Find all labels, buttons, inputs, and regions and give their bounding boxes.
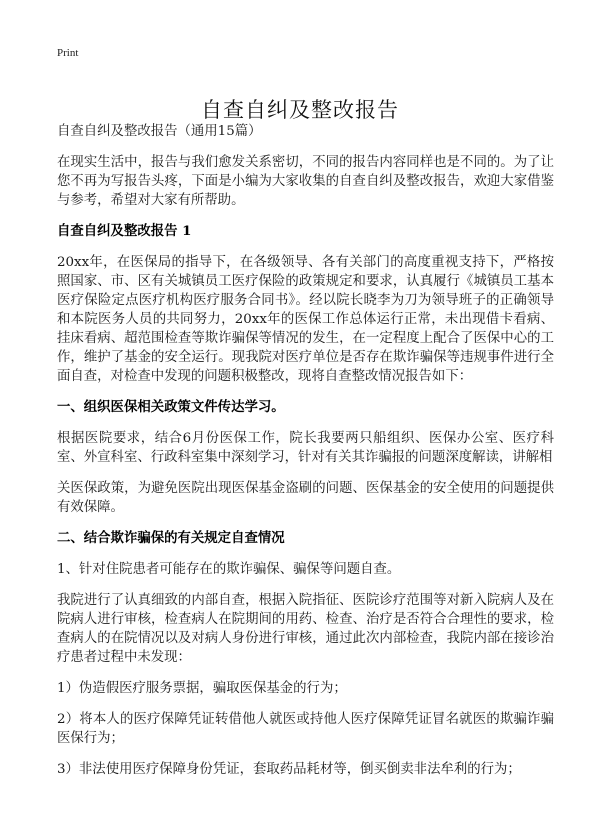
heading-policy-study: 一、组织医保相关政策文件传达学习。 bbox=[57, 399, 285, 415]
list-item: 3）非法使用医疗保障身份凭证，套取药品耗材等，倒买倒卖非法牟利的行为； bbox=[57, 762, 521, 777]
intro-paragraph: 在现实生活中，报告与我们愈发关系密切，不同的报告内容同样也是不同的。为了让您不再为写报告头疼，下面是小编为大家收集的自查自纠及整改报告，欢迎大家借鉴与参考，希望对大家有所帮助。 bbox=[57, 155, 554, 208]
heading-self-check: 二、结合欺诈骗保的有关规定自查情况 bbox=[57, 530, 285, 546]
paragraph-study-1: 根据医院要求，结合6月份医保工作，院长我要两只船组织、医保办公室、医疗科室、外宣科室、行政科室集中深刻学习，针对有关其诈骗报的问题深度解读，讲解相 bbox=[57, 431, 554, 465]
paragraph-study-2: 关医保政策，为避免医院出现医保基金盗刷的问题、医保基金的安全使用的问题提供有效保障。 bbox=[57, 481, 554, 515]
list-item: 2）将本人的医疗保障凭证转借他人就医或持他人医疗保障凭证冒名就医的欺骗诈骗医保行为； bbox=[57, 712, 554, 746]
page-title: 自查自纠及整改报告 bbox=[201, 98, 399, 123]
section-heading-1: 自查自纠及整改报告 1 bbox=[57, 223, 192, 239]
paragraph-internal-check: 我院进行了认真细致的内部自查，根据入院指征、医院诊疗范围等对新入院病人及在院病人进行审核，检查病人在院期间的用药、检查、治疗是否符合合理性的要求，检查病人的在院情况以及对病人身份进行审核，通过此次内部检查，我院内部在接诊治疗患者过程中未发现： bbox=[57, 593, 554, 665]
list-item: 1）伪造假医疗服务票据，骗取医保基金的行为； bbox=[57, 681, 347, 696]
print-label[interactable]: Print bbox=[57, 47, 79, 59]
document-subtitle: 自查自纠及整改报告（通用15篇） bbox=[57, 124, 262, 139]
document-body bbox=[57, 122, 554, 791]
item-inpatient-check: 1、针对住院患者可能存在的欺诈骗保、骗保等问题自查。 bbox=[57, 562, 401, 577]
paragraph-overview: 20xx年，在医保局的指导下，在各级领导、各有关部门的高度重视支持下，严格按照国家、市、区有关城镇员工医疗保险的政策规定和要求，认真履行《城镇员工基本医疗保险定点医疗机构医疗服务合同书》。经以院长晓李为刀为领导班子的正确领导和本院医务人员的共同努力，20xx年的医保工作总体运行正常，未出现借卡看病、挂床看病、超范围检查等欺诈骗保等情况的发生，在一定程度上配合了医保中心的工作，维护了基金的安全运行。现我院对医疗单位是否存在欺诈骗保等违规事件进行全面自查，对检查中发现的问题积极整改，现将自查整改情况报告如下： bbox=[57, 255, 554, 384]
